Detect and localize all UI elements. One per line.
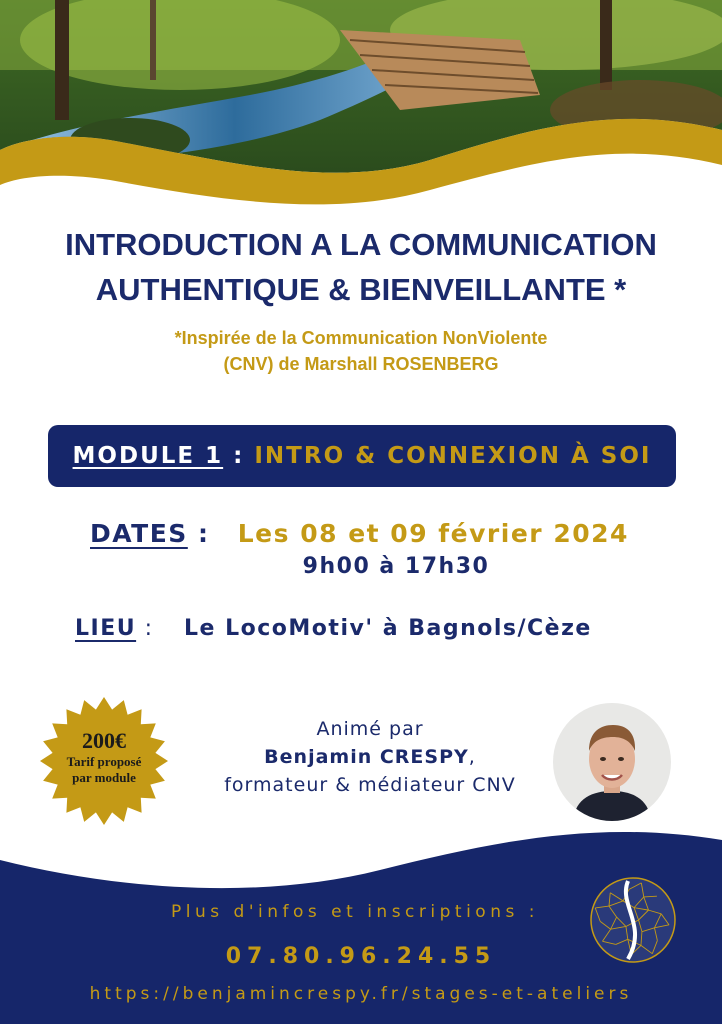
host-intro: Animé par — [316, 718, 424, 740]
lieu-label: LIEU — [75, 616, 137, 641]
dates-row — [90, 519, 629, 548]
page-title — [0, 222, 722, 312]
subtitle-line-2: (CNV) de Marshall ROSENBERG — [223, 354, 499, 374]
dates-label: DATES — [90, 519, 188, 548]
avatar — [553, 703, 671, 821]
host-name-suffix: , — [468, 746, 476, 768]
badge-price: 200€ — [82, 728, 126, 753]
title-line-2: AUTHENTIQUE & BIENVEILLANTE * — [95, 272, 627, 307]
lieu-value: Le LocoMotiv' à Bagnols/Cèze — [184, 616, 592, 641]
host-name: Benjamin CRESPY — [264, 746, 469, 768]
footer-info: Plus d'infos et inscriptions : — [171, 902, 539, 922]
hero-image — [0, 0, 722, 240]
dates-separator: : — [198, 519, 210, 548]
price-badge — [38, 728, 170, 786]
module-banner — [48, 425, 676, 487]
module-separator: : — [233, 443, 245, 469]
host-block — [185, 715, 555, 799]
badge-note-line-2: par module — [72, 770, 136, 785]
dates-value: Les 08 et 09 février 2024 — [237, 519, 629, 548]
module-value: INTRO & CONNEXION À SOI — [254, 443, 652, 469]
title-line-1: INTRODUCTION A LA COMMUNICATION — [65, 227, 657, 262]
module-label: MODULE 1 — [72, 443, 224, 469]
lieu-separator: : — [144, 616, 154, 641]
lieu-row — [75, 616, 592, 641]
subtitle — [0, 325, 722, 377]
subtitle-line-1: *Inspirée de la Communication NonViolente — [174, 328, 548, 348]
hours-text: 9h00 à 17h30 — [302, 554, 490, 579]
badge-note-line-1: Tarif proposé — [66, 754, 142, 769]
footer-phone: 07.80.96.24.55 — [225, 944, 497, 969]
host-role: formateur & médiateur CNV — [224, 774, 516, 796]
footer-url-link[interactable]: https://benjamincrespy.fr/stages-et-ateliers — [89, 984, 633, 1004]
